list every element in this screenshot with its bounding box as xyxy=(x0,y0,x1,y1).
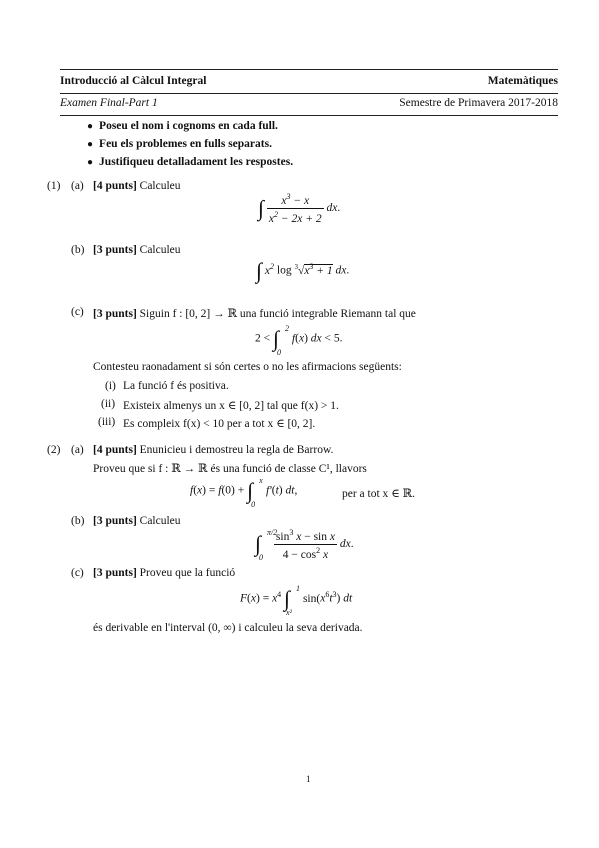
problem-statement: [3 punts] Calculeu xyxy=(93,244,181,256)
instruction-item: ● Poseu el nom i cognoms en cada full. xyxy=(87,120,278,132)
problem-statement: [4 punts] Calculeu xyxy=(93,180,181,192)
list-item: Es compleix f(x) < 10 per a tot x ∈ [0, 2]. xyxy=(123,418,316,430)
formula-1a: ∫ $\frac{x^3 - x}{x^2 - 2x + 2}$ dx. xyxy=(258,192,341,225)
exam-name: Examen Final-Part 1 xyxy=(60,97,158,109)
bullet-icon: ● xyxy=(87,139,94,150)
problem-statement: [4 punts] Enunicieu i demostreu la regla de Barrow. xyxy=(93,444,334,456)
header-mid-rule xyxy=(60,93,558,94)
instruction-item: ● Feu els problemes en fulls separats. xyxy=(87,138,272,150)
subject-title: Matemàtiques xyxy=(487,75,558,87)
formula-2a: f(x) = f(0) + ∫ x 0 f′(t) dt, xyxy=(190,476,298,509)
list-item-label: (i) xyxy=(105,380,116,392)
problem-part-label: (b) xyxy=(71,244,85,256)
bullet-icon: ● xyxy=(87,121,94,132)
header-top-rule xyxy=(60,69,558,70)
page-number: 1 xyxy=(306,774,311,784)
formula-1c: 2 < ∫ 2 0 f(x) dx < 5. xyxy=(255,324,343,357)
problem-number: (2) xyxy=(47,444,61,456)
problem-prompt: Contesteu raonadament si són certes o no les afirmacions següents: xyxy=(93,361,402,373)
problem-part-label: (c) xyxy=(71,567,84,579)
header-bottom-rule xyxy=(60,115,558,116)
problem-number: (1) xyxy=(47,180,61,192)
formula-2a-tail: per a tot x ∈ ℝ. xyxy=(342,488,415,500)
problem-statement: [3 punts] Proveu que la funció xyxy=(93,567,236,579)
instruction-item: ● Justifiqueu detalladament les respostes. xyxy=(87,156,294,168)
bullet-icon: ● xyxy=(87,157,94,168)
problem-part-label: (a) xyxy=(71,444,84,456)
problem-part-label: (c) xyxy=(71,306,84,318)
list-item: Existeix almenys un x ∈ [0, 2] tal que f(x) > 1. xyxy=(123,400,339,412)
problem-statement: [3 punts] Siguin f : [0, 2] → ℝ una funció integrable Riemann tal que xyxy=(93,308,416,320)
formula-2b: ∫ π/2 0 $\frac{\sin^3 x - \sin x}{4 - \cos^2 x}$ dx. xyxy=(255,528,354,563)
course-title: Introducció al Càlcul Integral xyxy=(60,75,207,87)
list-item-label: (ii) xyxy=(101,398,116,410)
problem-part-label: (b) xyxy=(71,515,85,527)
formula-2c: $F(x) = x^4$ ∫ 1 x² $\sin(x^6t^3)$ dt xyxy=(240,584,353,617)
problem-statement-2: és derivable en l'interval (0, ∞) i calculeu la seva derivada. xyxy=(93,622,363,634)
problem-statement: [3 punts] Calculeu xyxy=(93,515,181,527)
problem-statement-2: Proveu que si f : ℝ → ℝ és una funció de classe C¹, llavors xyxy=(93,463,367,475)
list-item: La funció f és positiva. xyxy=(123,380,229,392)
problem-part-label: (a) xyxy=(71,180,84,192)
semester: Semestre de Primavera 2017-2018 xyxy=(399,97,558,109)
list-item-label: (iii) xyxy=(98,416,116,428)
formula-1b: ∫ $x^2$ $\log ^3√x^3 + 1$ dx. xyxy=(256,258,350,283)
